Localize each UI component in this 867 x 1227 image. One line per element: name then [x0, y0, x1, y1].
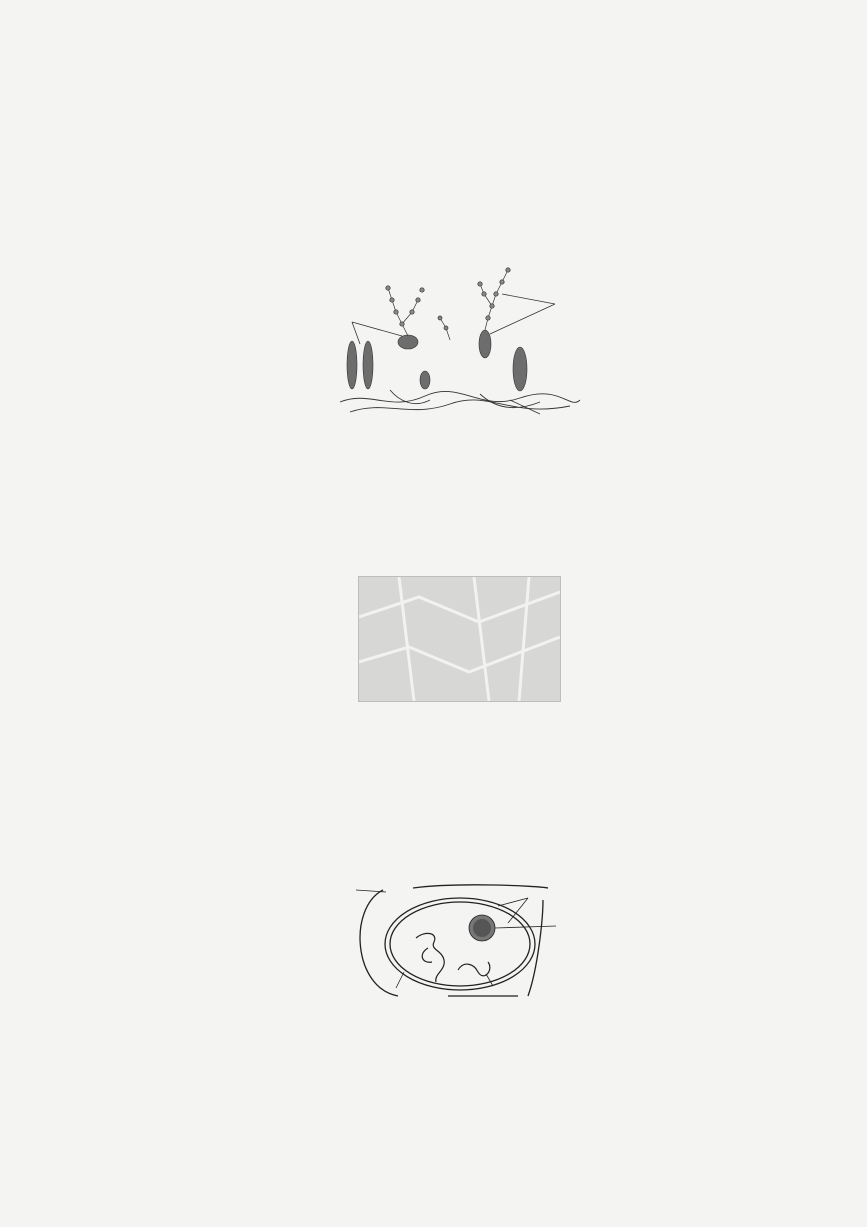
question-5-stem: [134, 92, 144, 112]
question-8-stem: [146, 846, 156, 866]
question-6-stem: [134, 234, 144, 254]
cell-membrane-figure: [330, 262, 600, 430]
chloroplast-photo: [358, 576, 561, 702]
question-7-stem: [140, 551, 150, 571]
nucleus-figure: [338, 878, 578, 1008]
